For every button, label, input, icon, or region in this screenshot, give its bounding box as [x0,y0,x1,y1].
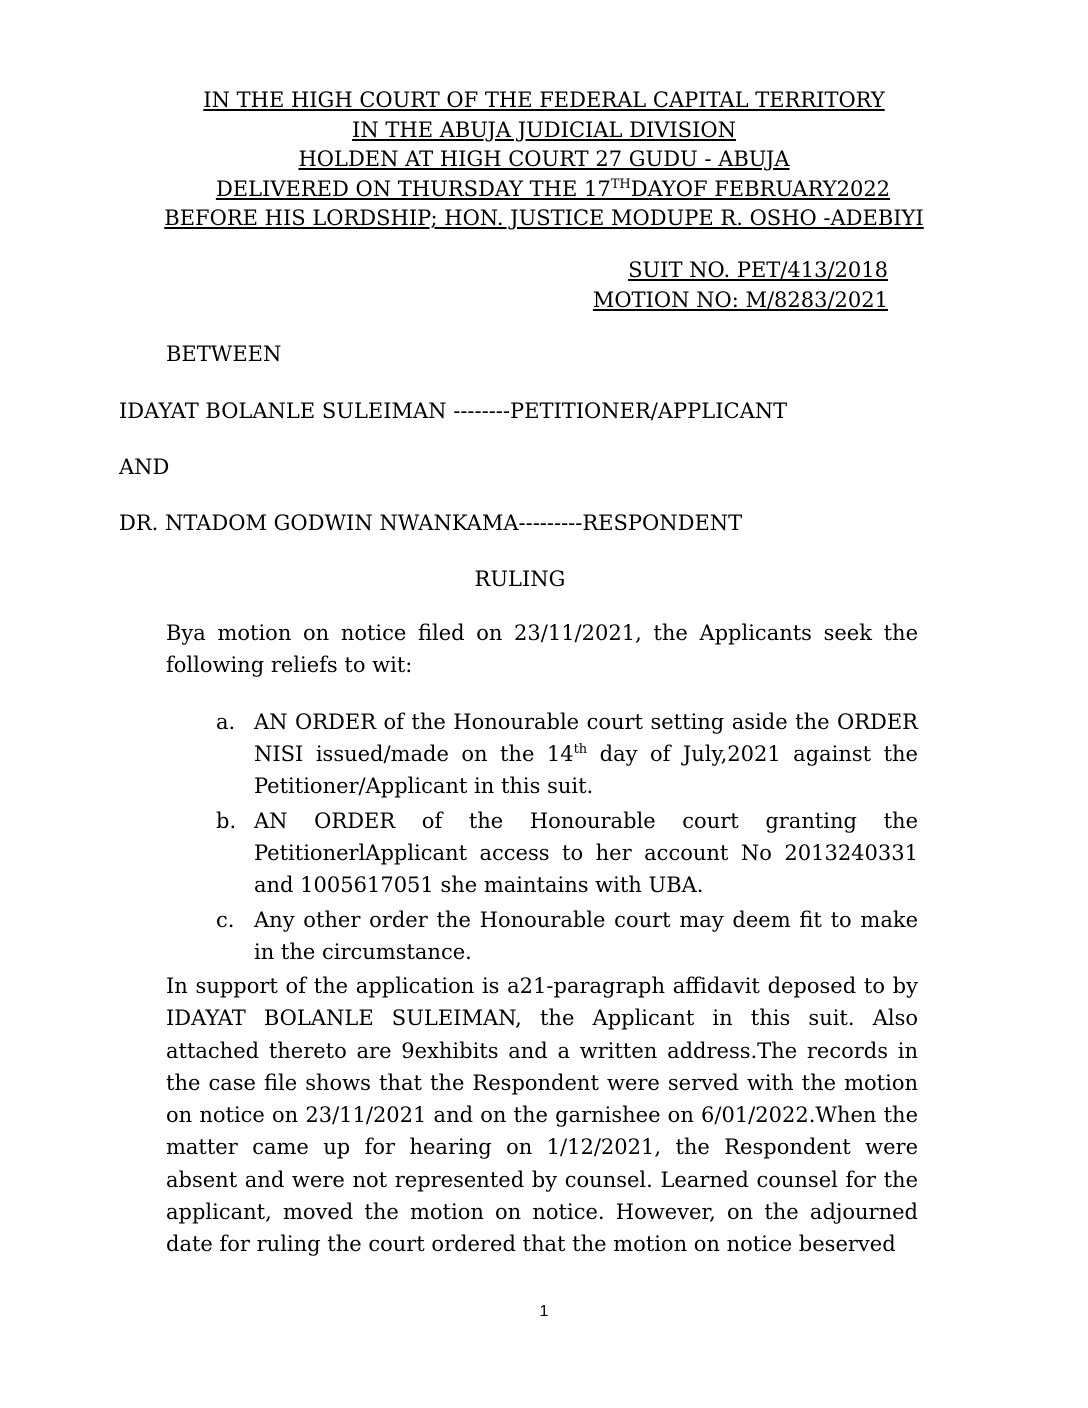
ruling-title: RULING [474,567,566,591]
relief-item: a. AN ORDER of the Honourable court setting aside the ORDER NISI issued/made on the 14th day of July,2021 against the Petitioner/Applicant in this suit. [210,706,918,802]
body-paragraph: In support of the application is a21-paragraph affidavit deposed to by IDAYAT BOLANLE SULEIMAN, the Applicant in this suit. Also attached thereto are 9exhibits and a written address.The records in the case file shows that the Respondent were served with the motion on notice on 23/11/2021 and on the garnishee on 6/01/2022.When the matter came up for hearing on 1/12/2021, the Respondent were absent and were not represented by counsel. Learned counsel for the applicant, moved the motion on notice. However, on the adjourned date for ruling the court ordered that the motion on notice beserved [166,974,918,1257]
intro-paragraph: Bya motion on notice filed on 23/11/2021, the Applicants seek the following reliefs to wit: [166,621,918,677]
page-number: 1 [539,1303,549,1320]
respondent-line: DR. NTADOM GODWIN NWANKAMA---------RESPONDENT [119,511,743,535]
petitioner-line: IDAYAT BOLANLE SULEIMAN --------PETITIONER/APPLICANT [119,399,788,423]
list-marker: b. [216,809,237,833]
between-label: BETWEEN [166,342,282,366]
relief-item: b. AN ORDER of the Honourable court granting the PetitionerlApplicant access to her account No 2013240331 and 1005617051 she maintains with UBA. [210,805,918,901]
and-label: AND [119,455,170,479]
court-header [100,86,988,234]
list-marker: c. [216,908,235,932]
header-line-before: BEFORE HIS LORDSHIP; HON. JUSTICE MODUPE R. OSHO -ADEBIYI [164,206,924,230]
header-line-division: IN THE ABUJA JUDICIAL DIVISION [352,117,736,142]
header-line-holden: HOLDEN AT HIGH COURT 27 GUDU - ABUJA [298,147,790,171]
list-marker: a. [216,710,236,734]
motion-number: MOTION NO: M/8283/2021 [592,288,888,312]
relief-item: c. Any other order the Honourable court may deem fit to make in the circumstance. [210,904,918,968]
suit-number: SUIT NO. PET/413/2018 [628,258,888,282]
reliefs-list [210,706,918,971]
suit-numbers [593,255,888,315]
header-line-delivered: DELIVERED ON THURSDAY THE 17THDAYOF FEBRUARY2022 [215,176,891,201]
header-line-court: IN THE HIGH COURT OF THE FEDERAL CAPITAL TERRITORY [203,88,885,112]
